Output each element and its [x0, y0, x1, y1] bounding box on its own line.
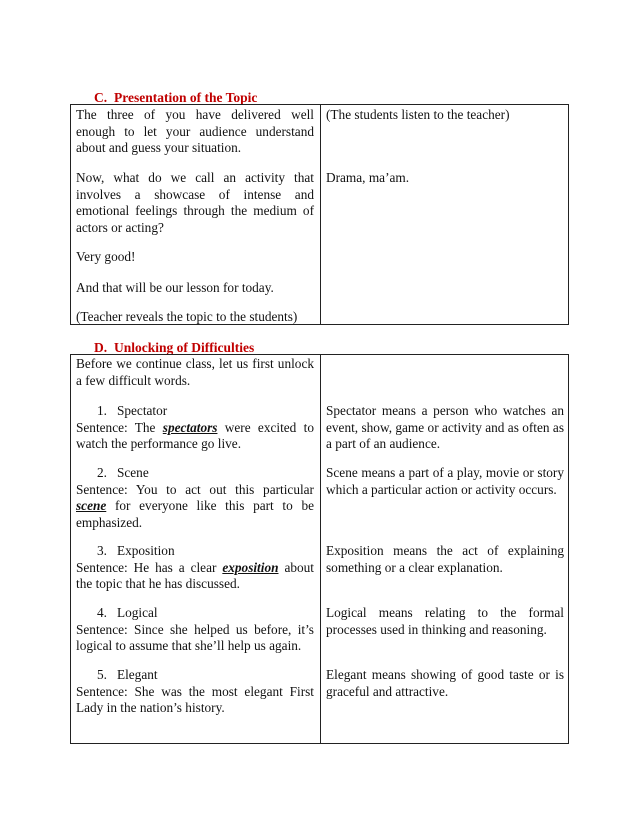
keyword: exposition — [222, 559, 279, 575]
teacher-text: Now, what do we call an activity that involves a showcase of intense and emotional feelings through the medium of actors or acting? — [76, 170, 314, 235]
teacher-text: And that will be our lesson for today. — [76, 280, 274, 295]
teacher-text: Very good! — [76, 249, 136, 264]
meaning-text: Exposition means the act of explaining something or a clear explanation. — [326, 543, 564, 575]
meaning-text: Logical means relating to the formal processes used in thinking and reasoning. — [326, 605, 564, 637]
vocab-word-line — [76, 667, 314, 684]
sentence-text: Sentence: The — [76, 419, 163, 435]
student-text: Drama, ma’am. — [326, 170, 410, 185]
section-d-letter: D. — [94, 340, 108, 355]
intro-text: Before we continue class, let us first unlock a few difficult words. — [76, 356, 314, 388]
section-c-letter: C. — [94, 90, 108, 105]
sentence-text: for everyone like this part to be emphasized. — [76, 498, 314, 530]
vocab-item-1 — [76, 403, 314, 453]
sentence-text: were excited to watch the performance go live. — [76, 419, 314, 452]
vocabulary-column — [71, 355, 319, 743]
vocab-word: Logical — [116, 605, 158, 620]
vocab-word-line — [76, 465, 314, 482]
vocab-word: Elegant — [116, 667, 158, 682]
sentence-text: about the topic that he has discussed. — [76, 559, 314, 592]
meaning-text: Spectator means a person who watches an event, show, game or activity and as often as a part of an audience. — [326, 403, 564, 452]
vocab-word-line — [76, 543, 314, 560]
teacher-column — [71, 105, 319, 324]
meaning-text: Elegant means showing of good taste or is graceful and attractive. — [326, 667, 564, 699]
sentence-text: Sentence: He has a clear — [76, 559, 223, 575]
vocab-item-3 — [76, 543, 314, 593]
keyword: spectators — [162, 419, 218, 435]
section-c-title: Presentation of the Topic — [114, 90, 258, 105]
presentation-table — [70, 104, 569, 325]
item-number: 2. — [97, 465, 107, 480]
section-d-title: Unlocking of Difficulties — [114, 340, 255, 355]
sentence-text: Sentence: Since she helped us before, it’s logical to assume that she’ll help us again. — [76, 621, 314, 654]
vocab-word: Scene — [116, 465, 149, 480]
vocab-word-line — [76, 403, 314, 420]
vocab-word-line — [76, 605, 314, 622]
vocab-item-5 — [76, 667, 314, 717]
item-number: 5. — [97, 667, 107, 682]
item-number: 1. — [97, 403, 107, 418]
item-number: 3. — [97, 543, 107, 558]
vocab-item-4 — [76, 605, 314, 655]
meaning-text: Scene means a part of a play, movie or story which a particular action or activity occurs. — [326, 465, 564, 497]
student-column — [320, 105, 569, 324]
sentence-text: Sentence: She was the most elegant First Lady in the nation’s history. — [76, 683, 314, 716]
vocab-word: Spectator — [116, 403, 168, 418]
vocab-item-2 — [76, 465, 314, 531]
sentence-text: Sentence: You to act out this particular — [76, 481, 314, 497]
student-text: (The students listen to the teacher) — [326, 107, 510, 122]
meaning-column — [320, 355, 569, 743]
teacher-text: (Teacher reveals the topic to the students) — [76, 309, 298, 324]
vocab-word: Exposition — [116, 543, 175, 558]
teacher-text: The three of you have delivered well enough to let your audience understand about and guess your situation. — [76, 107, 314, 156]
keyword: scene — [76, 498, 107, 514]
difficulties-table — [70, 354, 569, 744]
item-number: 4. — [97, 605, 107, 620]
